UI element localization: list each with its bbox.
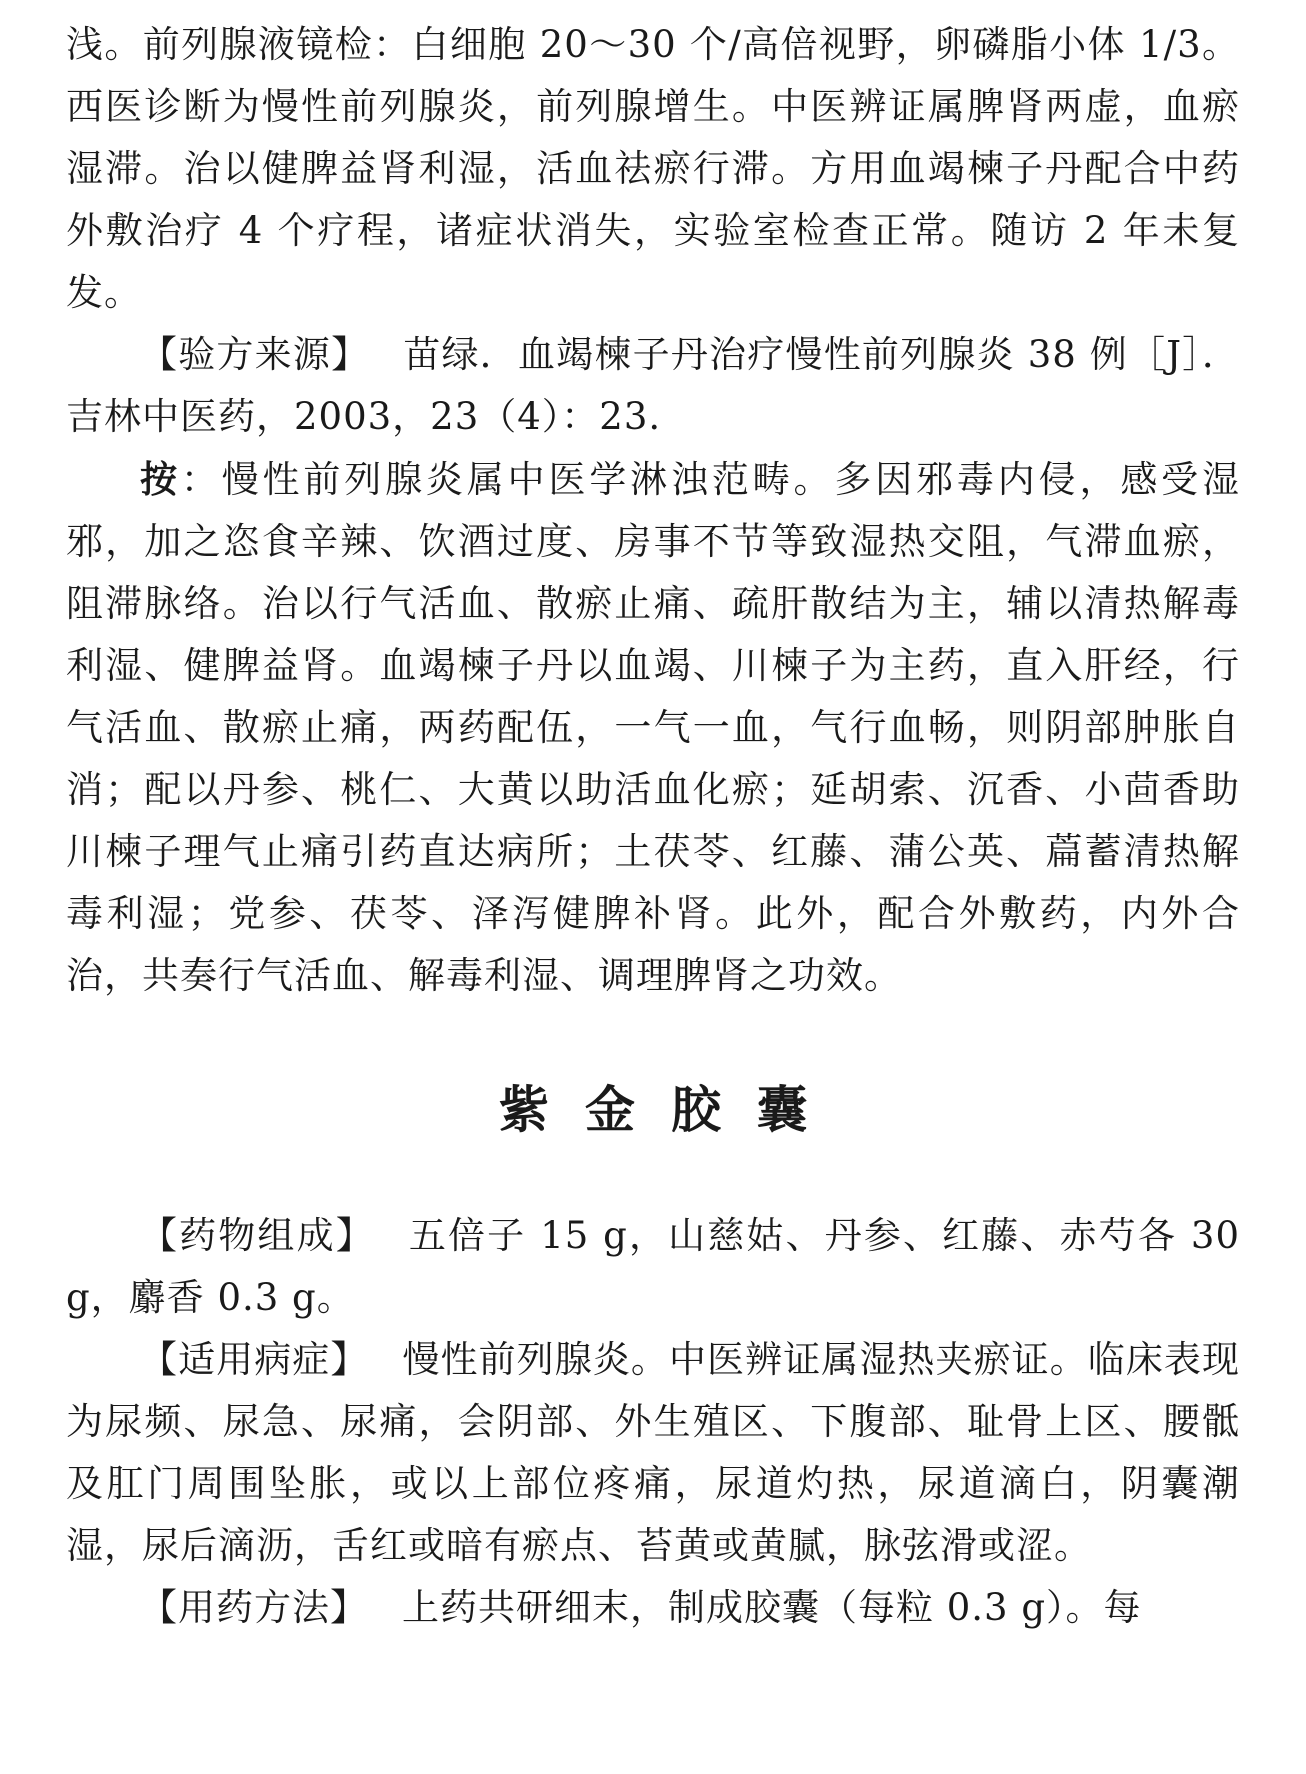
composition-text: 五倍子 15 g，山慈姑、丹参、红藤、赤芍各 30 g，麝香 0.3 g。 <box>66 1214 1240 1319</box>
note-lead: 按 <box>140 457 181 501</box>
indication-text: 慢性前列腺炎。中医辨证属湿热夹瘀证。临床表现为尿频、尿急、尿痛，会阴部、外生殖区、下腹部、耻骨上区、腰骶及肛门周围坠胀，或以上部位疼痛，尿道灼热，尿道滴白，阴囊潮湿，尿后滴沥，舌红或暗有瘀点、苔黄或黄腻，脉弦滑或涩。 <box>66 1338 1241 1567</box>
usage-label: 【用药方法】 <box>140 1586 368 1629</box>
indication-label: 【适用病症】 <box>140 1338 369 1381</box>
note-paragraph <box>66 448 1240 1007</box>
composition-label: 【药物组成】 <box>140 1214 375 1257</box>
source-label: 【验方来源】 <box>140 333 370 376</box>
composition-paragraph <box>66 1205 1240 1329</box>
section-title: 紫金胶囊 <box>499 1080 843 1139</box>
case-text: 浅。前列腺液镜检：白细胞 20～30 个/高倍视野，卵磷脂小体 1/3。西医诊断为慢性前列腺炎，前列腺增生。中医辨证属脾肾两虚，血瘀湿滞。治以健脾益肾利湿，活血祛瘀行滞。方用血竭楝子丹配合中药外敷治疗 4 个疗程，诸症状消失，实验室检查正常。随访 2 年未复发。 <box>66 23 1240 314</box>
usage-text: 上药共研细末，制成胶囊（每粒 0.3 g）。每 <box>402 1586 1142 1629</box>
document-page <box>66 14 1240 1639</box>
source-paragraph <box>66 324 1240 448</box>
source-text: 苗绿．血竭楝子丹治疗慢性前列腺炎 38 例［J］．吉林中医药，2003，23（4）：23. <box>66 333 1241 438</box>
indication-paragraph <box>66 1329 1240 1577</box>
note-text: ：慢性前列腺炎属中医学淋浊范畴。多因邪毒内侵，感受湿邪，加之恣食辛辣、饮酒过度、房事不节等致湿热交阻，气滞血瘀，阻滞脉络。治以行气活血、散瘀止痛、疏肝散结为主，辅以清热解毒利湿、健脾益肾。血竭楝子丹以血竭、川楝子为主药，直入肝经，行气活血、散瘀止痛，两药配伍，一气一血，气行血畅，则阴部肿胀自消；配以丹参、桃仁、大黄以助活血化瘀；延胡索、沉香、小茴香助川楝子理气止痛引药直达病所；土茯苓、红藤、蒲公英、萹蓄清热解毒利湿；党参、茯苓、泽泻健脾补肾。此外，配合外敷药，内外合治，共奏行气活血、解毒利湿、调理脾肾之功效。 <box>66 458 1241 997</box>
case-paragraph <box>66 14 1240 324</box>
usage-paragraph <box>66 1577 1240 1639</box>
